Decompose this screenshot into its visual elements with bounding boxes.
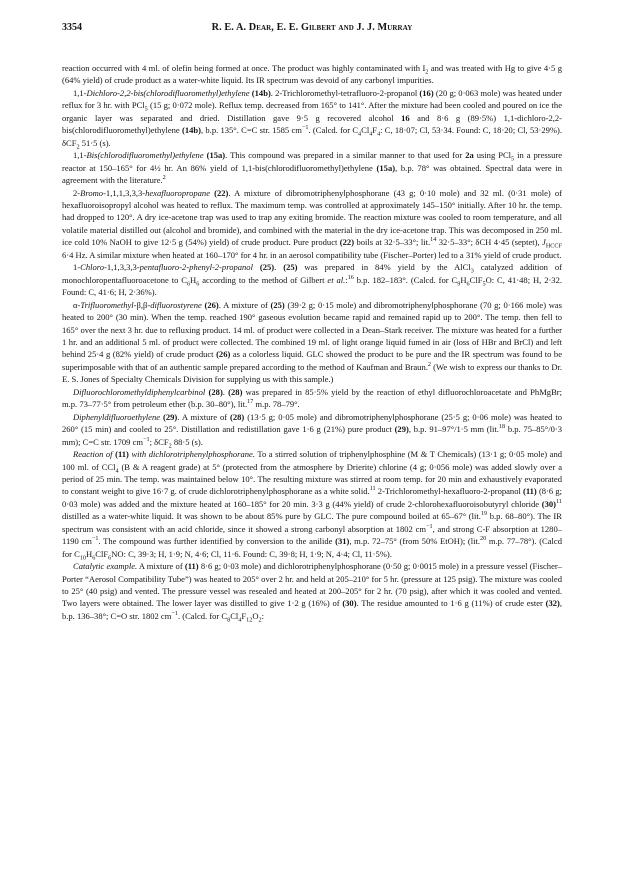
paragraph-compound-25: 1-Chloro-1,1,3,3,3-pentafluoro-2-phenyl-2-propanol (25). (25) was prepared in 84% yield by the AlCl$_3$ catalyzed addition of monochloropentafluoroacetone to $C_6H_6$ according to the method of Gilbert et al.:$^{16}$ b.p. 182–183°. (Calcd. for $C_9H_6ClF_5O$: C, 41·48; H, 2·32. Found: C, 41·6; H, 2·36%). xyxy=(62,262,562,298)
running-head-authors: R. E. A. Dear, E. E. Gilbert and J. J. Murray xyxy=(211,22,413,33)
page-number: 3354 xyxy=(62,22,82,33)
paragraph-continuation: reaction occurred with 4 ml. of olefin being formed at once. The product was highly contaminated with $I_2$ and was treated with Hg to give 4·5 g (64% yield) of crude product as a water-white liquid. Its IR spectrum was devoid of any carbonyl impurities. xyxy=(62,63,562,86)
experimental-text xyxy=(62,62,562,622)
paragraph-compound-26: α-Trifluoromethyl-β,β-difluorostyrene (26). A mixture of (25) (39·2 g; 0·15 mole) and dibromotriphenylphosphorane (70 g; 0·166 mole) was heated to 200° (30 min). When the temp. reached 190° gaseous evolution became rapid and remained rapid up to 200°. The temp. then fell to 165° over the next 3 hr. due to refluxing product. 14 ml. of product were collected in a Dean–Stark receiver. The mixture was heated for a further 1 hr. and an additional 5 ml. of product were collected. The combined 19 ml. of light orange liquid fumed in air (loss of HBr and BrCl) and left behind 25·4 g (82% yield) of crude product (26) as a colorless liquid. GLC showed the product to be pure and the IR spectrum was found to be superimposable with that of an authentic sample prepared according to the method of Kaufman and Braun.$^2$ (We wish to express our thanks to Dr. E. S. Jones of Specialty Chemicals Division for supplying us with this sample.) xyxy=(62,299,563,385)
running-head xyxy=(106,22,518,33)
page-header xyxy=(62,22,562,40)
paragraph-compound-22: 2-Bromo-1,1,1,3,3,3-hexafluoropropane (22). A mixture of dibromotriphenylphosphorane (43 g; 0·10 mole) and 32 ml. (0·31 mole) of hexafluoroisopropyl alcohol was heated to reflux. The maximum temp. was controlled at approximately 145–150° initially. After 10 hr. the temp. had dropped to 120°. A dry ice-acetone trap was used to trap any exiting bromide. The reaction mixture was cooled to room temperature, and all volatile material distilled out (alcohol and bromide), and combined with the material in the dry ice-acetone trap. This was decomposed in 250 ml. ice cold 10% NaOH to give 12·5 g (54%) yield) of crude product. Pure product (22) boils at 32·5–33°; lit.$^{14}$ 32·5–33°; δCH 4·45 (septet), $J_{HCCF}$ 6·4 Hz. A similar mixture when heated at 160–170° for 4 hr. in an aerosol compatibility tube (Fischer–Porter) led to a 31% yield of crude product. xyxy=(62,187,563,260)
paragraph-compound-29: Diphenyldifluoroethylene (29). A mixture of (28) (13·5 g; 0·05 mole) and dibromotriphenylphosphorane (25·5 g; 0·06 mole) was heated to 260° (15 min) and cooled to 25°. Distillation and redistillation gave 1·6 g (21%) pure product (29), b.p. 91–97°/1·5 mm (lit.$^{18}$ b.p. 75–85°/0·3 mm); C=C str. 1709 $cm^{-1}$; δCF$_2$ 88·5 (s). xyxy=(62,411,562,450)
paragraph-compound-14b: 1,1-Dichloro-2,2-bis(chlorodifluoromethyl)ethylene (14b). 2-Trichloromethyl-tetrafluoro-2-propanol (16) (20 g; 0·063 mole) was heated under reflux for 3 hr. with PCl$_5$ (15 g; 0·072 mole). Reflux temp. decreased from 165° to 141°. After the mixture had been cooled and poured on ice the organic layer was separated and dried. Distillation gave 9·5 g recovered alcohol 16 and 8·6 g (89·5%) 1,1-dichloro-2,2-bis(chlorodifluoromethyl)ethylene (14b), b.p. 135°. C=C str. 1585 $cm^{-1}$. (Calcd. for $C_4Cl_4F_4$: C, 18·07; Cl, 53·34. Found: C, 18·20; Cl, 53·29%). δCF$_2$ 51·5 (s). xyxy=(62,87,562,151)
paragraph-compound-15a: 1,1-Bis(chlorodifluoromethyl)ethylene (15a). This compound was prepared in a similar manner to that used for 2a using PCl$_5$ in a pressure reactor at 150–165° for 4½ hr. An 86% yield of 1,1-bis(chlorodifluoromethyl)ethylene (15a), b.p. 78° was obtained. Spectral data were in agreement with the literature.$^2$ xyxy=(62,150,562,186)
paragraph-catalytic-example: Catalytic example. A mixture of (11) 8·6 g; 0·03 mole) and dichlorotriphenylphosphorane (0·50 g; 0·0015 mole) in a pressure vessel (Fischer–Porter “Aerosol Compatibility Tube”) was heated to 205° over 2 hr. and held at 205–210° for 5 hr. (pressure at 125 psig). The mixture was cooled to 25° (40 psig) and vented. The pressure vessel was resealed and heated at 200–205° for 2 hr. (70 psig), after which it was cooled and vented. Two layers were obtained. The lower layer was distilled to give 1·2 g (16%) of (30). The residue amounted to 1·6 g (11%) of crude ester (32), b.p. 136–38°; C=O str. 1802 $cm^{-1}$. (Calcd. for $C_8Cl_4F_{12}O_2$: xyxy=(62,561,563,624)
paragraph-compound-28: Difluorochloromethyldiphenylcarbinol (28). (28) was prepared in 85·5% yield by the reaction of ethyl difluorochloroacetate and PhMgBr; m.p. 73–77·5° from petroleum ether (b.p. 30–80°), lit.$^{17}$ m.p. 78–79°. xyxy=(62,386,563,410)
paragraph-reaction-11: Reaction of (11) with dichlorotriphenylphosphorane. To a stirred solution of triphenylphosphine (M & T Chemicals) (13·1 g; 0·05 mole) and 100 ml. of CCl$_4$ (B & A reagent grade) at 5° (protected from the atmosphere by Drierite) chlorine (4 g; 0·056 mole) was added slowly over a period of 25 min. The temp. was maintained below 10°. The resulting mixture was stirred at room temp. for 20 min and exhaustively evaporated to constant weight to give 16·7 g. of crude dichlorotriphenylphosphorane as a white solid.$^{11}$ 2-Trichloromethyl-hexafluoro-2-propanol (11) (8·6 g; 0·03 mole) was added and the mixture heated at 160–185° for 20 min. 3·3 g (44% yield) of crude 2-chlorohexafluoroisobutyryl chloride $(30)^{11}$ distilled as a water-white liquid. It was shown to be about 85% pure by GLC. The pure compound boiled at 65–67° (lit.$^{19}$ b.p. 68–80°). The IR spectrum was consistent with an acid chloride, since it showed a strong carbonyl absorption at 1802 $cm^{-1}$, and strong C-F absorption at 1280–1190 $cm^{-1}$. The compound was further identified by conversion to the anilide (31), m.p. 72–75° (from 50% EtOH); (lit.$^{20}$ m.p. 77–78°). (Calcd for $C_{10}H_6ClF_6NO$: C, 39·3; H, 1·9; N, 4·6; Cl, 11·6. Found: C, 39·8; H, 1·9; N, 4·4; Cl, 11·5%). xyxy=(62,449,563,562)
